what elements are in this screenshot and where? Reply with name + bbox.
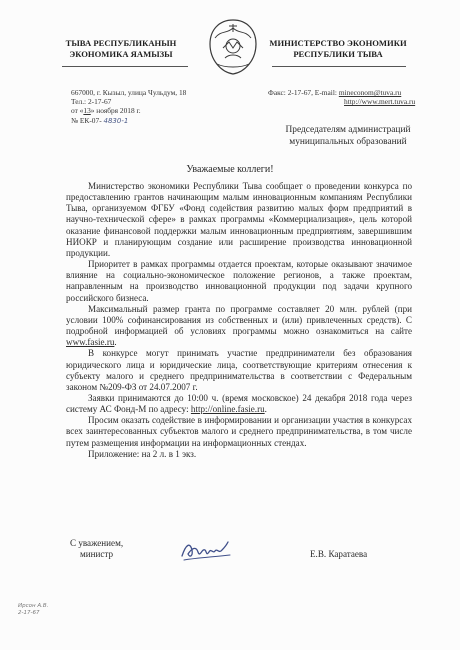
header-divider-left (62, 66, 188, 67)
website-link[interactable]: http://www.mert.tuva.ru (344, 97, 416, 107)
fax-label: Факс: 2-17-67, E-mail: (268, 88, 339, 97)
executor-phone: 2-17-67 (18, 609, 40, 616)
fax-email-line (268, 88, 428, 97)
org-name-tuvan-line2: ЭКОНОМИКА ЯАМЫЗЫ (69, 48, 173, 59)
closing-block (70, 538, 123, 560)
paragraph-1: Министерство экономики Республики Тыва сообщает о проведении конкурса по предоставлению грантов начинающим малым инновационным компаниям Республики Тыва, организуемом ФГБУ «Фонд содействия развитию малых форм предприятий в научно-технической сфере» в рамках программы «Коммерциализация», цель которой оказание финансовой поддержки малым инновационным предприятиям, завершившим НИОКР и планирующим создание или расширение производства инновационной продукции. (66, 181, 412, 258)
paragraph-6: Просим оказать содействие в информировании и организации участия в конкурсах всех заинтересованных субъектов малого и среднего предпринимательства, в том числе путем размещения информации на информационных стендах. (66, 415, 412, 448)
addressee-block (268, 124, 428, 148)
website-line (268, 97, 428, 106)
org-name-russian-line2: РЕСПУБЛИКИ ТЫВА (293, 48, 383, 59)
addressee-line2: муниципальных образований (289, 137, 407, 147)
paragraph-5-end: . (264, 404, 267, 415)
paragraph-3-end: . (114, 337, 117, 348)
paragraph-2: Приоритет в рамках программы отдается проектам, которые оказывают значимое влияние на социально-экономическое положение регионов, а также проектам, направленным на производство инновационной продукции под задачи крупного российского бизнеса. (66, 259, 412, 303)
date-prefix: от « (71, 106, 84, 116)
sender-address: 667000, г. Кызыл, улица Чульдум, 18 (71, 88, 187, 97)
org-name-russian (268, 38, 408, 59)
addressee-line1: Председателям администраций (285, 125, 411, 135)
header-divider-right (272, 66, 406, 67)
greeting: Уважаемые коллеги! (186, 164, 274, 175)
paragraph-5-text: Заявки принимаются до 10:00 ч. (время московское) 24 декабря 2018 года через систему АС Фонд-М по адресу: (66, 392, 412, 415)
paragraph-3-text: Максимальный размер гранта по программе составляет 20 млн. рублей (при условии 100% софинансирования из собственных и (или) привлеченных средств). С подробной информацией об условиях программы можно ознакомиться на сайте (66, 303, 412, 337)
fasie-link[interactable]: www.fasie.ru (66, 337, 115, 348)
paragraph-4: В конкурсе могут принимать участие предприниматели без образования юридического лица и юридические лица, соответствующие критериям отнесения к субъекту малого и среднего предпринимательства в соответствии с Федеральным законом №209-ФЗ от 24.07.2007 г. (66, 348, 412, 392)
handwritten-signature (178, 538, 236, 564)
signatory-name: Е.В. Каратаева (310, 549, 368, 559)
org-name-tuvan (52, 38, 190, 59)
executor-info (18, 603, 48, 616)
closing-position: министр (80, 549, 114, 559)
date-day: 13 (83, 106, 91, 116)
attachment-note: Приложение: на 2 л. в 1 экз. (88, 448, 197, 459)
email-link[interactable]: mineconom@tuva.ru (338, 88, 402, 97)
org-name-tuvan-line1: ТЫВА РЕСПУБЛИКАНЫН (65, 38, 177, 48)
letter-body (66, 181, 412, 460)
online-fasie-link[interactable]: http://online.fasie.ru (190, 404, 265, 415)
letter-date (71, 106, 231, 115)
paragraph-5 (66, 393, 412, 415)
date-suffix: » ноября 2018 г. (90, 106, 141, 116)
closing-regards: С уважением, (70, 538, 124, 548)
sender-contacts (71, 88, 231, 126)
number-handwritten: 4830-1 (103, 116, 129, 125)
executor-name: Ирсон А.В. (18, 603, 49, 609)
org-name-russian-line1: МИНИСТЕРСТВО ЭКОНОМИКИ (269, 38, 407, 48)
letter-number (71, 116, 231, 126)
sender-phone: Тел.: 2-17-67 (71, 97, 112, 107)
sender-fax-email (268, 88, 428, 106)
number-prefix: № ЕК-07- (71, 115, 102, 125)
paragraph-3 (66, 304, 412, 349)
coat-of-arms-icon (205, 18, 261, 76)
